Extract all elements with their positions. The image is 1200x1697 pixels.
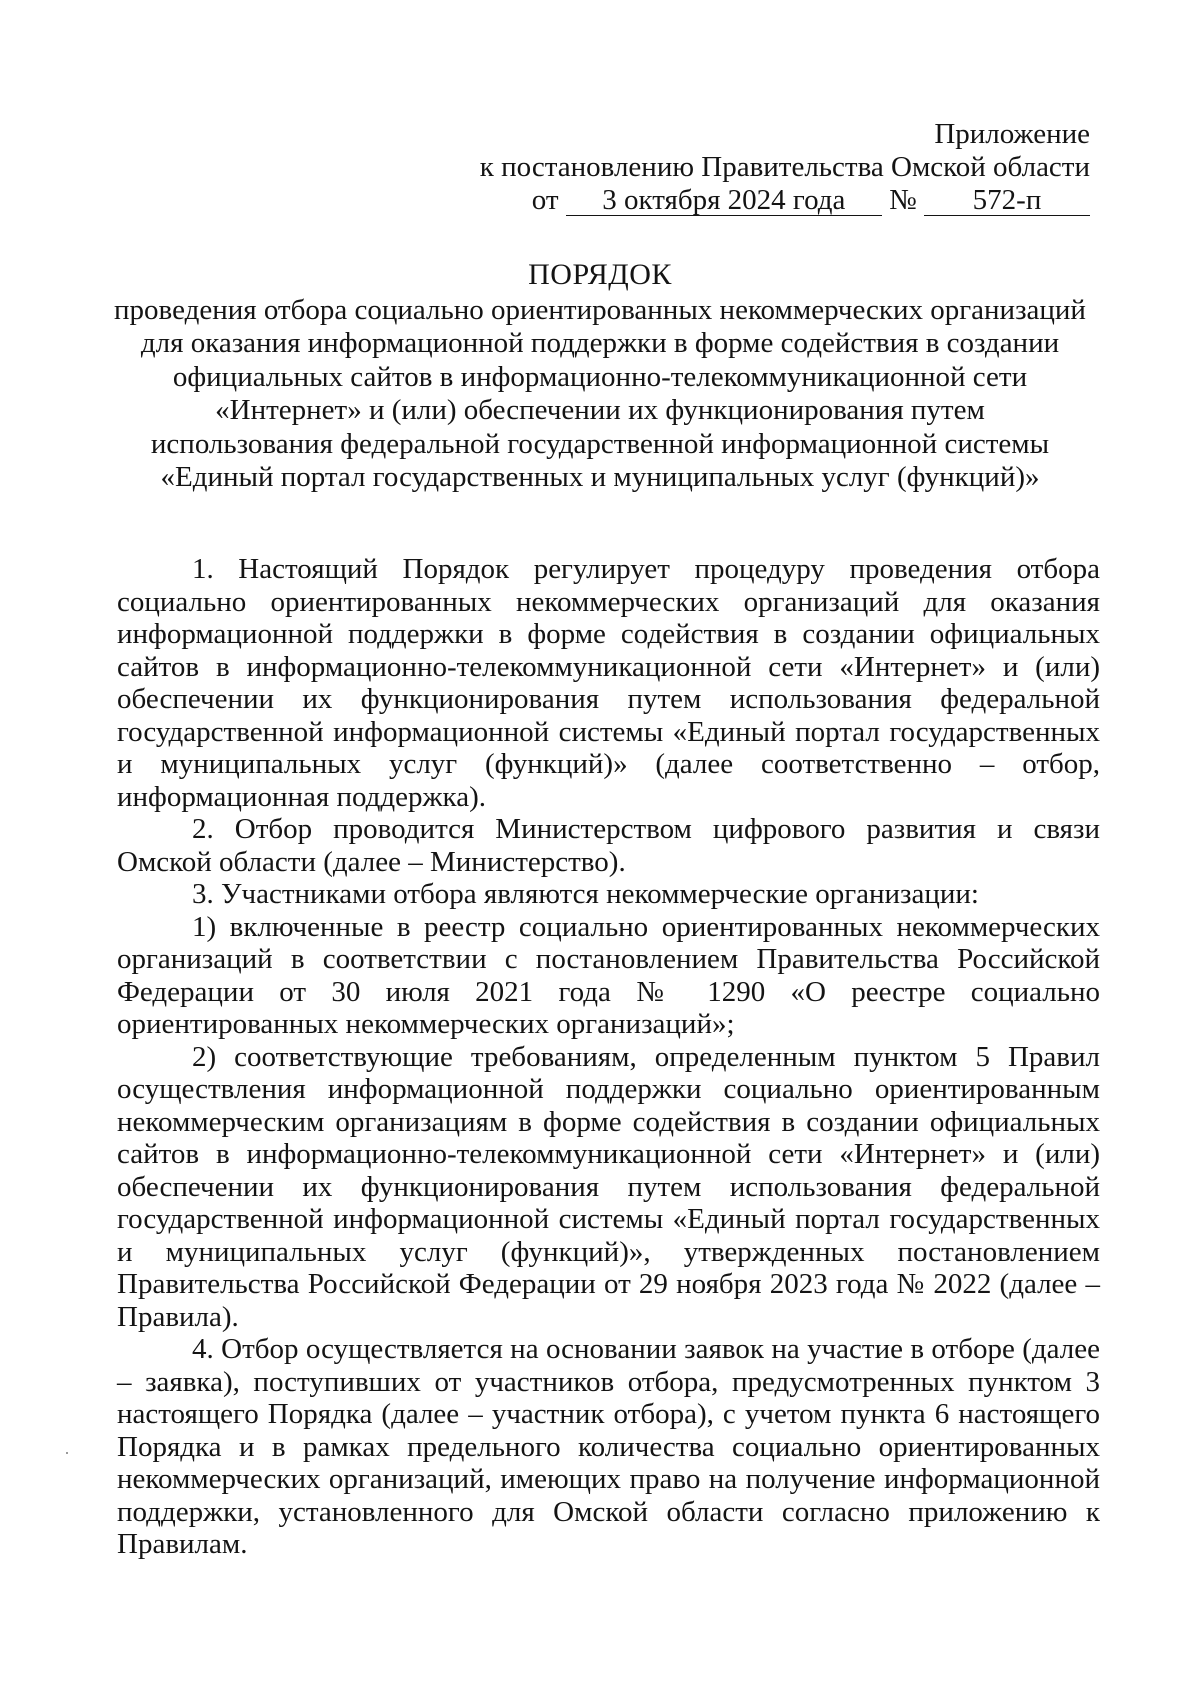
from-label: от	[531, 184, 559, 216]
paragraph-3-item-1: 1) включенные в реестр социально ориентированных некоммерческих организаций в соответствии с постановлением Правительства Российской Федерации от 30 июля 2021 года № 1290 «О реестре социально ориентированных некоммерческих организаций»;	[117, 910, 1100, 1040]
document-subtitle-line: «Единый портал государственных и муниципальных услуг (функций)»	[160, 461, 1040, 493]
resolution-number: 572-п	[924, 185, 1090, 216]
paragraph-3: 3. Участниками отбора являются некоммерческие организации:	[192, 878, 979, 910]
paragraph-3-item-2: 2) соответствующие требованиям, определенным пунктом 5 Правил осуществления информационной поддержки социально ориентированным некоммерческим организациям в форме содействия в создании официальных сайтов в информационно-телекоммуникационной сети «Интернет» и (или) обеспечении их функционирования путем использования федеральной государственной информационной системы «Единый портал государственных и муниципальных услуг (функций)», утвержденных постановлением Правительства Российской Федерации от 29 ноября 2023 года № 2022 (далее – Правила).	[117, 1040, 1100, 1333]
appendix-date-number-line	[450, 184, 1090, 217]
scan-speck	[66, 1452, 68, 1454]
number-label: №	[889, 184, 917, 216]
document-heading: ПОРЯДОК	[528, 258, 672, 291]
resolution-date: 3 октября 2024 года	[566, 185, 882, 216]
appendix-resolution-line: к постановлению Правительства Омской области	[479, 151, 1090, 183]
document-body	[117, 553, 1100, 1561]
document-subtitle-line: для оказания информационной поддержки в форме содействия в создании	[140, 327, 1060, 359]
document-subtitle-line: проведения отбора социально ориентированных некоммерческих организаций	[114, 293, 1086, 326]
appendix-header	[450, 118, 1090, 217]
appendix-label: Приложение	[934, 118, 1090, 150]
document-subtitle-line: официальных сайтов в информационно-телекоммуникационной сети	[172, 360, 1028, 393]
paragraph-2: 2. Отбор проводится Министерством цифрового развития и связи Омской области (далее – Министерство).	[117, 813, 1100, 878]
document-subtitle-line: использования федеральной государственной информационной системы	[150, 427, 1050, 460]
paragraph-4: 4. Отбор осуществляется на основании заявок на участие в отборе (далее – заявка), поступивших от участников отбора, предусмотренных пунктом 3 настоящего Порядка (далее – участник отбора), с учетом пункта 6 настоящего Порядка и в рамках предельного количества социально ориентированных некоммерческих организаций, имеющих право на получение информационной поддержки, установленного для Омской области согласно приложению к Правилам.	[117, 1333, 1100, 1560]
document-subtitle-line: «Интернет» и (или) обеспечении их функционирования путем	[215, 394, 985, 426]
document-title	[100, 258, 1100, 495]
paragraph-1: 1. Настоящий Порядок регулирует процедуру проведения отбора социально ориентированных некоммерческих организаций для оказания информационной поддержки в форме содействия в создании официальных сайтов в информационно-телекоммуникационной сети «Интернет» и (или) обеспечении их функционирования путем использования федеральной государственной информационной системы «Единый портал государственных и муниципальных услуг (функций)» (далее соответственно – отбор, информационная поддержка).	[117, 553, 1100, 813]
